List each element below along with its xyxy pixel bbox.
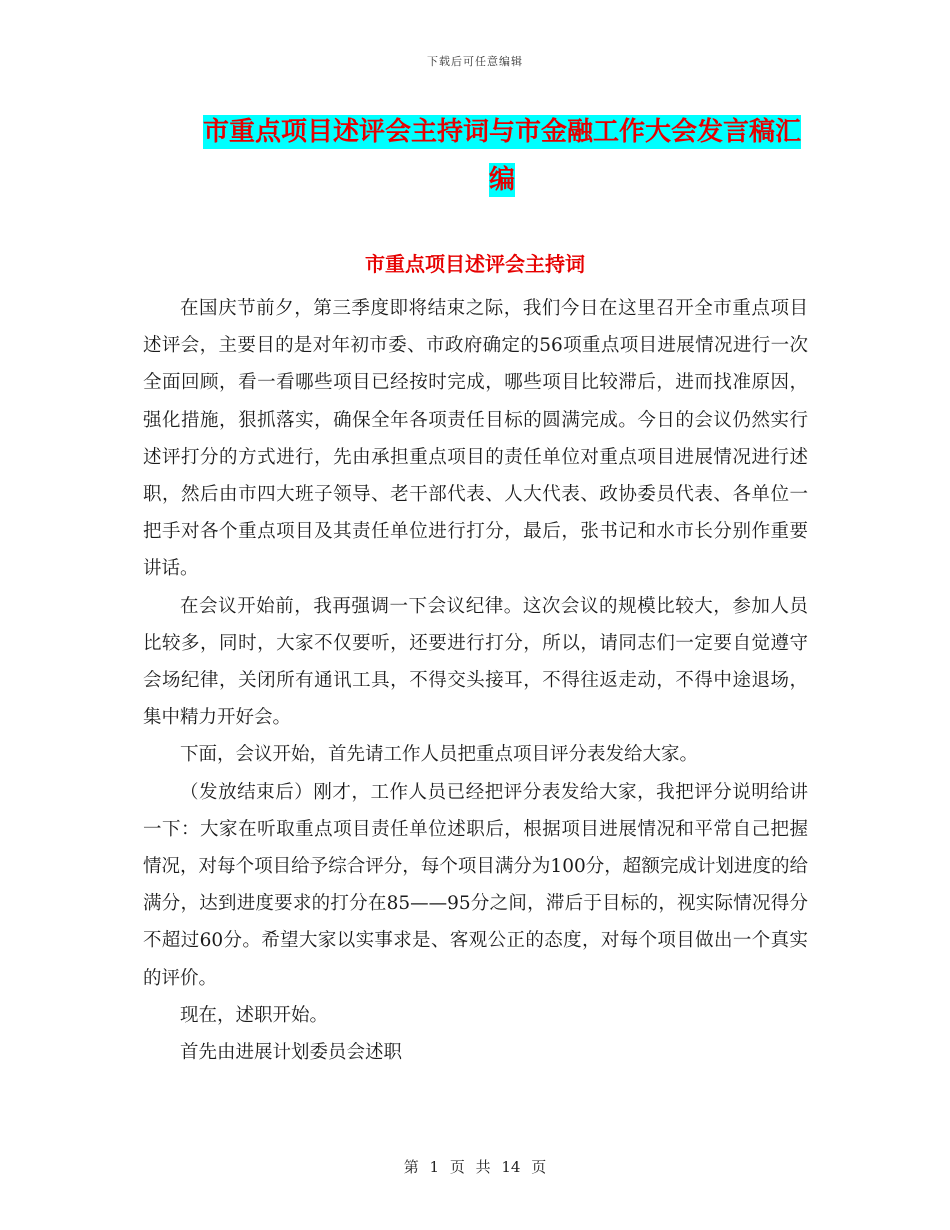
page-number: 第 1 页 共 14 页 bbox=[403, 1158, 547, 1176]
document-body bbox=[143, 290, 808, 1071]
paragraph: 下面，会议开始，首先请工作人员把重点项目评分表发给大家。 bbox=[180, 744, 699, 766]
section-title: 市重点项目述评会主持词 bbox=[365, 252, 585, 276]
document-title bbox=[192, 108, 812, 204]
paragraph: 首先由进展计划委员会述职 bbox=[180, 1042, 403, 1064]
document-title-text: 市重点项目述评会主持词与市金融工作大会发言稿汇编 bbox=[202, 117, 801, 195]
paragraph: 在会议开始前，我再强调一下会议纪律。这次会议的规模比较大，参加人员比较多，同时，大家不仅要听，还要进行打分，所以，请同志们一定要自觉遵守会场纪律，关闭所有通讯工具，不得交头接耳，不得往返走动，不得中途退场，集中精力开好会。 bbox=[143, 595, 808, 729]
paragraph: 现在，述职开始。 bbox=[180, 1004, 329, 1026]
paragraph: （发放结束后）刚才，工作人员已经把评分表发给大家，我把评分说明给讲一下：大家在听取重点项目责任单位述职后，根据项目进展情况和平常自己把握情况，对每个项目给予综合评分，每个项目满分为100分，超额完成计划进度的给满分，达到进度要求的打分在85——95分之间，滞后于目标的，视实际情况得分不超过60分。希望大家以实事求是、客观公正的态度，对每个项目做出一个真实的评价。 bbox=[143, 781, 808, 989]
page-header-note: 下载后可任意编辑 bbox=[427, 55, 523, 68]
paragraph: 在国庆节前夕，第三季度即将结束之际，我们今日在这里召开全市重点项目述评会，主要目的是对年初市委、市政府确定的56项重点项目进展情况进行一次全面回顾，看一看哪些项目已经按时完成，哪些项目比较滞后，进而找准原因，强化措施，狠抓落实，确保全年各项责任目标的圆满完成。今日的会议仍然实行述评打分的方式进行，先由承担重点项目的责任单位对重点项目进展情况进行述职，然后由市四大班子领导、老干部代表、人大代表、政协委员代表、各单位一把手对各个重点项目及其责任单位进行打分，最后，张书记和水市长分别作重要讲话。 bbox=[143, 298, 808, 580]
